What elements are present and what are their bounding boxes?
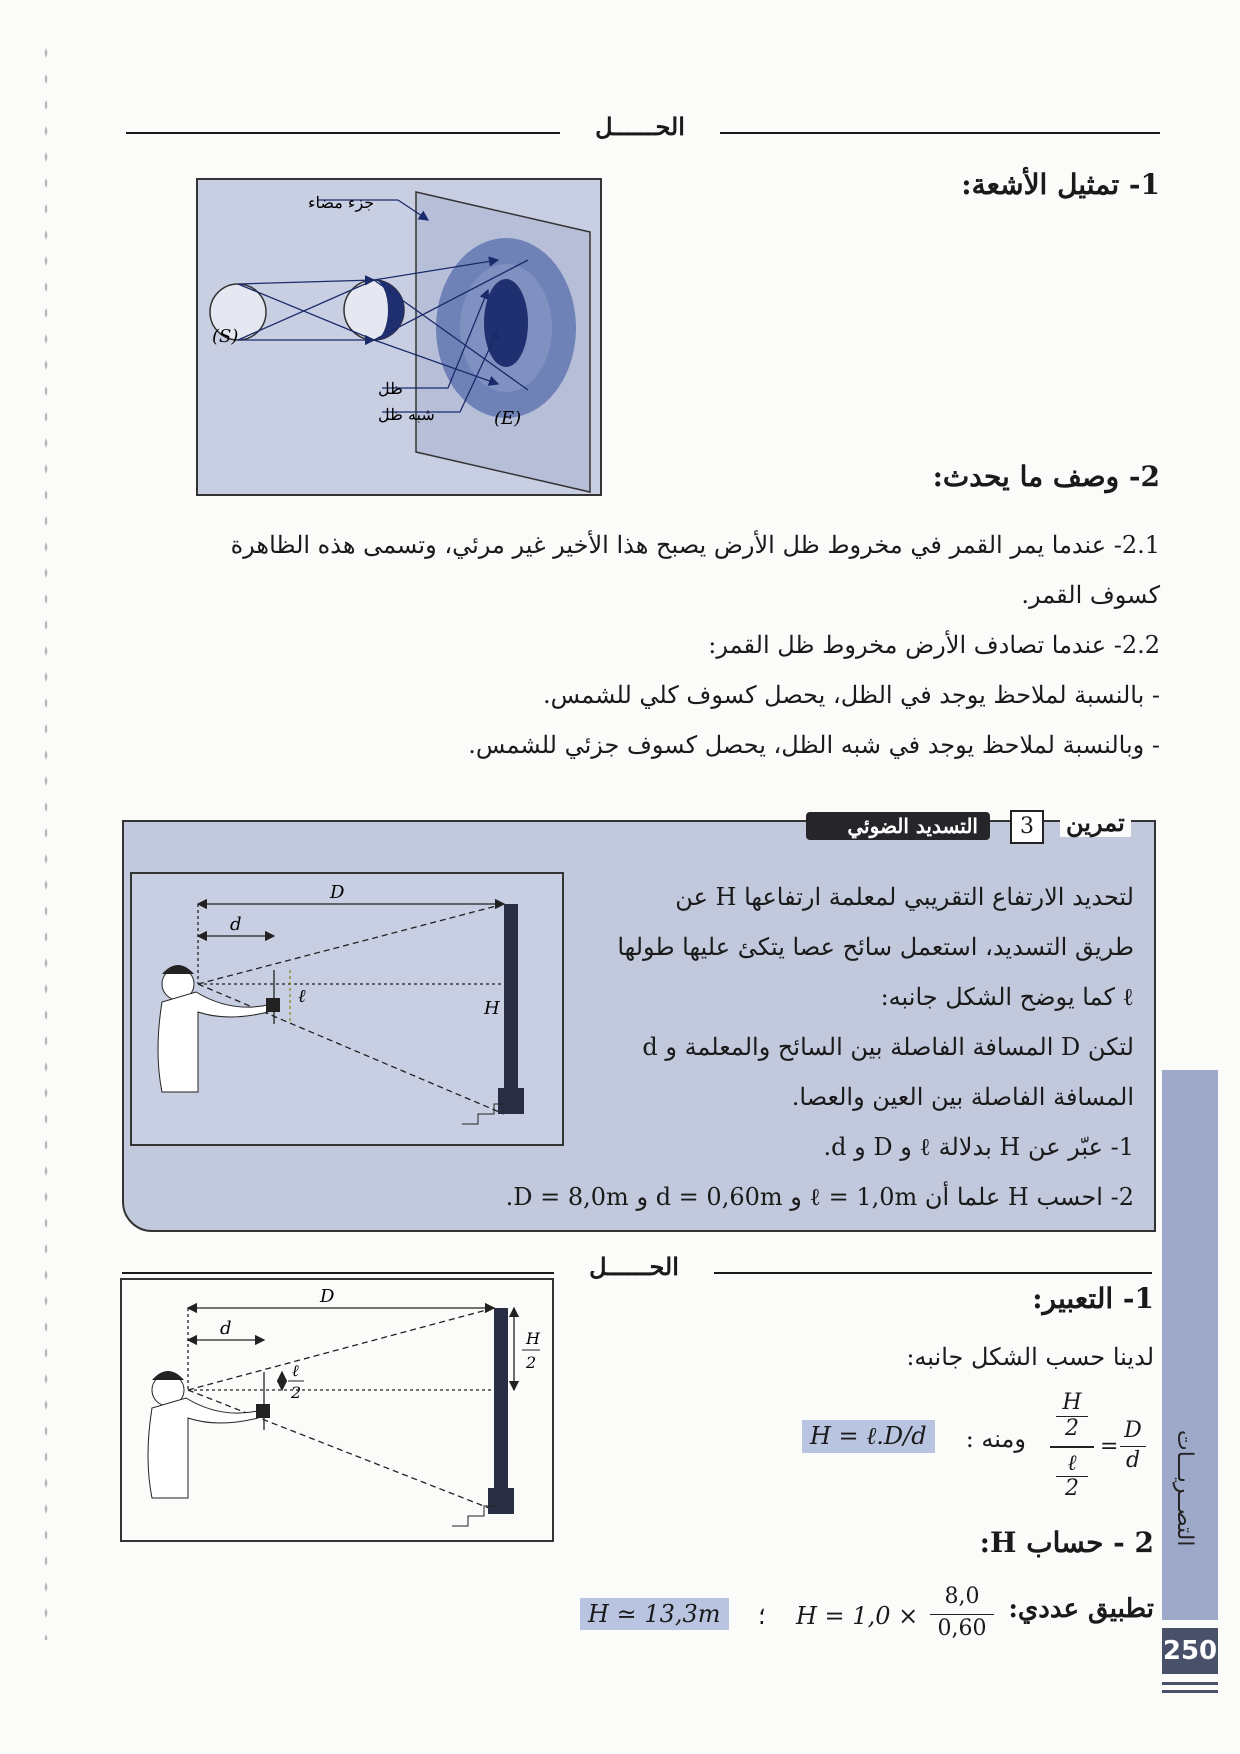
section-1-title: 1- تمثيل الأشعة: xyxy=(961,168,1160,201)
label-l-half-den: 2 xyxy=(291,1383,302,1402)
bullet-total-eclipse: - بالنسبة لملاحظ يوجد في الظل، يحصل كسوف كلي للشمس. xyxy=(543,681,1160,709)
solution-figure xyxy=(120,1278,554,1542)
numeric-formula: H = 1,0 × xyxy=(796,1602,919,1630)
exercise-line-3: ℓ كما يوضح الشكل جانبه: xyxy=(880,983,1134,1011)
bullet-partial-eclipse: - وبالنسبة لملاحظ يوجد في شبه الظل، يحصل كسوف جزئي للشمس. xyxy=(468,731,1160,759)
numeric-fraction-num: 8,0 xyxy=(944,1584,980,1609)
eq-2b: 2 xyxy=(1065,1476,1079,1501)
exercise-question-1: 1- عبّر عن H بدلالة ℓ و D و d. xyxy=(823,1133,1134,1161)
numeric-fraction-den: 0,60 xyxy=(937,1616,987,1641)
label-l: ℓ xyxy=(298,986,306,1007)
exercise-line-5: المسافة الفاصلة بين العين والعصا. xyxy=(791,1083,1134,1111)
exercise-line-1: لتحديد الارتفاع التقريبي لمعلمة ارتفاعها H عن xyxy=(675,883,1134,911)
section-2-title: 2- وصف ما يحدث: xyxy=(932,460,1160,493)
ratio-equation: H 2 ℓ 2 = D d xyxy=(1050,1390,1150,1490)
exercise-line-4: لتكن D المسافة الفاصلة بين السائح والمعلمة و d xyxy=(642,1033,1134,1061)
exercise-question-2: 2- احسب H علما أن ℓ = 1,0m و d = 0,60m و D = 8,0m. xyxy=(505,1183,1134,1211)
solution-header-2: الحــــــل xyxy=(554,1252,714,1281)
eq-d-small: d xyxy=(1125,1448,1141,1473)
label-e: (E) xyxy=(494,408,522,429)
label-h-half-den: 2 xyxy=(526,1353,537,1372)
exercise-number: 3 xyxy=(1010,810,1044,844)
exercise-line-2: طريق التسديد، استعمل سائح عصا يتكئ عليها طولها xyxy=(617,933,1134,961)
paragraph-2-1: 2.1- عندما يمر القمر في مخروط ظل الأرض يصبح هذا الأخير غير مرئي، وتسمى هذه الظاهرة xyxy=(230,531,1160,559)
eq-l: ℓ xyxy=(1067,1451,1077,1476)
numeric-separator: ؛ xyxy=(758,1602,766,1630)
solution-1-line: لدينا حسب الشكل جانبه: xyxy=(906,1343,1154,1371)
exercise-topic: التسديد الضوئي xyxy=(806,812,990,840)
binding-margin xyxy=(42,40,50,1640)
paragraph-2-1-end: كسوف القمر. xyxy=(1021,581,1160,609)
label-lit-part: جزء مضاء xyxy=(308,193,375,212)
exercise-word: تمرين xyxy=(1060,808,1131,837)
eclipse-figure xyxy=(196,178,602,496)
eq-2a: 2 xyxy=(1065,1416,1079,1441)
page-number: 250 xyxy=(1162,1628,1218,1674)
solution-2-title: 2 - حساب H: xyxy=(979,1526,1154,1559)
label-l-half-num: ℓ xyxy=(292,1361,299,1380)
label-d-big: D xyxy=(330,882,345,903)
eq-d-big: D xyxy=(1124,1418,1142,1443)
numeric-application-label: تطبيق عددي: xyxy=(1008,1594,1154,1624)
monument-pole xyxy=(504,904,518,1114)
solution-hence: ومنه : xyxy=(965,1425,1026,1453)
label-penumbra: شبه ظل xyxy=(378,405,435,424)
eq-h: H xyxy=(1062,1390,1082,1415)
paragraph-2-2: 2.2- عندما تصادف الأرض مخروط ظل القمر: xyxy=(708,631,1160,659)
label-h-half-num: H xyxy=(526,1329,540,1348)
label-h: H xyxy=(484,998,500,1019)
solution-1-result: H = ℓ.D/d xyxy=(802,1420,935,1453)
label-s: (S) xyxy=(212,326,239,347)
label-d-big: D xyxy=(320,1286,335,1307)
umbra-region xyxy=(484,279,528,367)
sighting-figure xyxy=(130,872,564,1146)
numeric-result: H ≃ 13,3m xyxy=(580,1598,729,1630)
label-d-small: d xyxy=(220,1318,232,1339)
solution-header: الحــــــل xyxy=(560,112,720,141)
label-shadow: ظل xyxy=(378,379,403,398)
chapter-side-label: التصــريـــات xyxy=(1172,1430,1197,1547)
label-d-small: d xyxy=(230,914,242,935)
solution-1-title: 1- التعبير: xyxy=(1032,1282,1154,1315)
